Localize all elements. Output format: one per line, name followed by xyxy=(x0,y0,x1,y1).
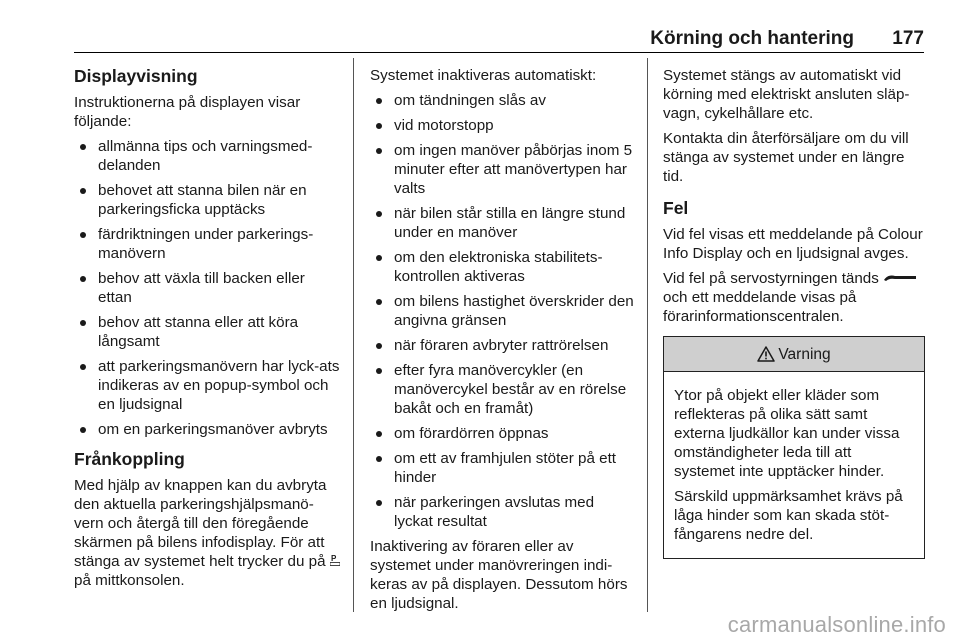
list-item: om en parkeringsmanöver avbryts xyxy=(74,420,342,439)
list-item: efter fyra manövercykler (en manövercykel består av en rörelse bakåt och en framåt) xyxy=(370,361,635,418)
bullet-icon xyxy=(376,343,382,349)
display-intro: Instruktionerna på displayen visar följande: xyxy=(74,94,301,130)
bullet-icon xyxy=(80,232,86,238)
list-item: behov att stanna eller att köra långsamt xyxy=(74,313,342,351)
auto-list xyxy=(370,91,635,531)
off-text: Med hjälp av knappen kan du avbryta den aktuella parkeringshjälpsmanö-vern och återgå till den föregående skärmen på bilens infodisplay. För att stänga av systemet helt trycker du på P på mittkonsolen. xyxy=(74,476,342,590)
bullet-icon xyxy=(376,299,382,305)
auto-intro: Systemet inaktiveras automatiskt: xyxy=(370,67,597,84)
display-heading: Displayvisning xyxy=(74,66,198,86)
list-item: att parkeringsmanövern har lyck-ats indikeras av en popup-symbol och en ljudsignal xyxy=(74,357,342,414)
manual-text: Inaktivering av föraren eller av systemet under manövreringen indi-keras av på displayen. Dessutom hörs en ljudsignal. xyxy=(370,538,628,612)
bullet-icon xyxy=(376,98,382,104)
warning-header xyxy=(664,337,924,372)
warning-icon xyxy=(757,346,775,362)
column-1 xyxy=(74,66,342,596)
bullet-icon xyxy=(80,188,86,194)
bullet-icon xyxy=(376,368,382,374)
list-item: om tändningen slås av xyxy=(370,91,635,110)
svg-text:P: P xyxy=(330,554,337,564)
column-divider xyxy=(647,58,648,612)
paragraph: Kontakta din återförsäljare om du vill stänga av systemet under en längre tid. xyxy=(663,130,909,185)
warning-body xyxy=(664,372,924,558)
bullet-icon xyxy=(376,500,382,506)
bullet-icon xyxy=(376,211,382,217)
bullet-icon xyxy=(376,456,382,462)
list-item: om den elektroniska stabilitets-kontrollen aktiveras xyxy=(370,248,635,286)
bullet-icon xyxy=(376,123,382,129)
list-item: när bilen står stilla en längre stund under en manöver xyxy=(370,204,635,242)
list-item: om bilens hastighet överskrider den angivna gränsen xyxy=(370,292,635,330)
section-title: Körning och hantering xyxy=(650,28,854,49)
warning-paragraph: Särskild uppmärksamhet krävs på låga hinder som kan skada stöt-fångarens nedre del. xyxy=(674,488,903,544)
page-number: 177 xyxy=(892,28,924,49)
fault-paragraph: Vid fel på servostyrningen tänds och ett meddelande visas på förarinformationscentralen. xyxy=(663,269,925,326)
fault-paragraph: Vid fel visas ett meddelande på Colour Info Display och en ljudsignal avges. xyxy=(663,226,923,262)
column-3 xyxy=(663,66,925,559)
warning-paragraph: Ytor på objekt eller kläder som reflekteras på olika sätt samt externa ljudkällor kan under vissa omständigheter leda till att systemet inte upptäcker hinder. xyxy=(674,387,900,481)
list-item: om förardörren öppnas xyxy=(370,424,635,443)
warning-title: Varning xyxy=(778,345,831,363)
bullet-icon xyxy=(376,148,382,154)
watermark: carmanualsonline.info xyxy=(727,612,946,637)
bullet-icon xyxy=(376,431,382,437)
page-header xyxy=(74,28,924,53)
display-list xyxy=(74,137,342,439)
list-item: färdriktningen under parkerings-manövern xyxy=(74,225,342,263)
list-item: behovet att stanna bilen när en parkeringsficka upptäcks xyxy=(74,181,342,219)
paragraph: Systemet stängs av automatiskt vid körning med elektriskt ansluten släp-vagn, cykelhållare etc. xyxy=(663,67,910,122)
column-2 xyxy=(370,66,635,619)
list-item: om ingen manöver påbörjas inom 5 minuter efter att manövertypen har valts xyxy=(370,141,635,198)
bullet-icon xyxy=(80,364,86,370)
bullet-icon xyxy=(80,144,86,150)
parking-button-icon xyxy=(330,552,340,571)
list-item: vid motorstopp xyxy=(370,116,635,135)
steering-fault-icon xyxy=(883,269,917,288)
list-item: när föraren avbryter rattrörelsen xyxy=(370,336,635,355)
list-item: allmänna tips och varningsmed-delanden xyxy=(74,137,342,175)
list-item: om ett av framhjulen stöter på ett hinder xyxy=(370,449,635,487)
fault-heading: Fel xyxy=(663,198,689,218)
list-item: behov att växla till backen eller ettan xyxy=(74,269,342,307)
off-heading: Frånkoppling xyxy=(74,449,185,469)
column-divider xyxy=(353,58,354,612)
bullet-icon xyxy=(80,320,86,326)
list-item: när parkeringen avslutas med lyckat resultat xyxy=(370,493,635,531)
bullet-icon xyxy=(376,255,382,261)
bullet-icon xyxy=(80,276,86,282)
warning-box xyxy=(663,336,925,559)
bullet-icon xyxy=(80,427,86,433)
